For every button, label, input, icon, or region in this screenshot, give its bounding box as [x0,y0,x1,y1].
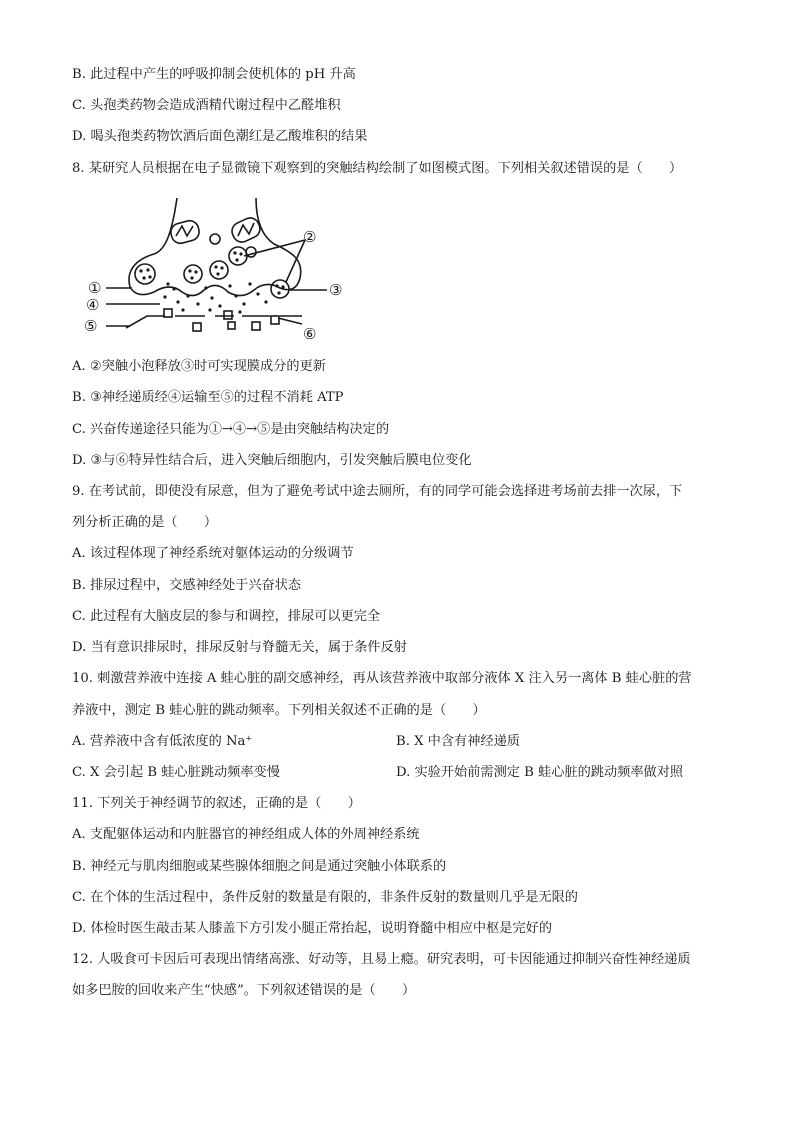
q8-stem: 8. 某研究人员根据在电子显微镜下观察到的突触结构绘制了如图模式图。下列相关叙述错误的是（ ） [72,161,683,176]
q8-option-a: A. ②突触小泡释放③时可实现膜成分的更新 [72,359,326,374]
q8-option-b: B. ③神经递质经④运输至⑤的过程不消耗 ATP [72,390,344,405]
q10-option-d: D. 实验开始前需测定 B 蛙心脏的跳动频率做对照 [396,765,684,780]
q7-option-b: B. 此过程中产生的呼吸抑制会使机体的 pH 升高 [72,67,356,82]
q11-option-d: D. 体检时医生敲击某人膝盖下方引发小腿正常抬起，说明脊髓中相应中枢是完好的 [72,921,553,936]
label-5: ⑤ [84,317,98,335]
q12-stem-line2: 如多巴胺的回收来产生“快感”。下列叙述错误的是（ ） [72,983,416,998]
q8-option-c: C. 兴奋传递途径只能为①→④→⑤是由突触结构决定的 [72,422,390,437]
q7-option-c: C. 头孢类药物会造成酒精代谢过程中乙醛堆积 [72,98,341,113]
q9-option-a: A. 该过程体现了神经系统对躯体运动的分级调节 [72,546,354,561]
label-2: ② [303,228,317,246]
q9-stem-line2: 列分析正确的是（ ） [72,515,218,530]
q11-option-b: B. 神经元与肌肉细胞或某些腺体细胞之间是通过突触小体联系的 [72,859,447,874]
synapse-diagram [70,192,360,342]
q10-stem-line2: 养液中，测定 B 蛙心脏的跳动频率。下列相关叙述不正确的是（ ） [72,703,486,718]
label-3: ③ [329,281,343,299]
q9-option-d: D. 当有意识排尿时，排尿反射与脊髓无关，属于条件反射 [72,640,407,655]
q12-stem-line1: 12. 人吸食可卡因后可表现出情绪高涨、好动等，且易上瘾。研究表明，可卡因能通过抑制兴奋性神经递质 [72,952,691,967]
q9-option-c: C. 此过程有大脑皮层的参与和调控，排尿可以更完全 [72,609,381,624]
q9-option-b: B. 排尿过程中，交感神经处于兴奋状态 [72,578,302,593]
q10-stem-line1: 10. 刺激营养液中连接 A 蛙心脏的副交感神经，再从该营养液中取部分液体 X 注入另一离体 B 蛙心脏的营 [72,671,692,686]
label-6: ⑥ [303,325,317,342]
q11-option-c: C. 在个体的生活过程中，条件反射的数量是有限的，非条件反射的数量则几乎是无限的 [72,890,578,905]
q10-option-a: A. 营养液中含有低浓度的 Na⁺ [72,734,253,749]
q11-stem: 11. 下列关于神经调节的叙述，正确的是（ ） [72,796,361,811]
q8-option-d: D. ③与⑥特异性结合后，进入突触后细胞内，引发突触后膜电位变化 [72,453,472,468]
q9-stem-line1: 9. 在考试前，即使没有尿意，但为了避免考试中途去厕所，有的同学可能会选择进考场前去排一次尿，下 [72,484,683,499]
label-4: ④ [86,296,100,314]
q10-option-c: C. X 会引起 B 蛙心脏跳动频率变慢 [72,765,280,780]
label-1: ① [88,279,102,297]
q11-option-a: A. 支配躯体运动和内脏器官的神经组成人体的外周神经系统 [72,827,420,842]
q10-option-b: B. X 中含有神经递质 [396,734,520,749]
q7-option-d: D. 喝头孢类药物饮酒后面色潮红是乙酸堆积的结果 [72,129,368,144]
